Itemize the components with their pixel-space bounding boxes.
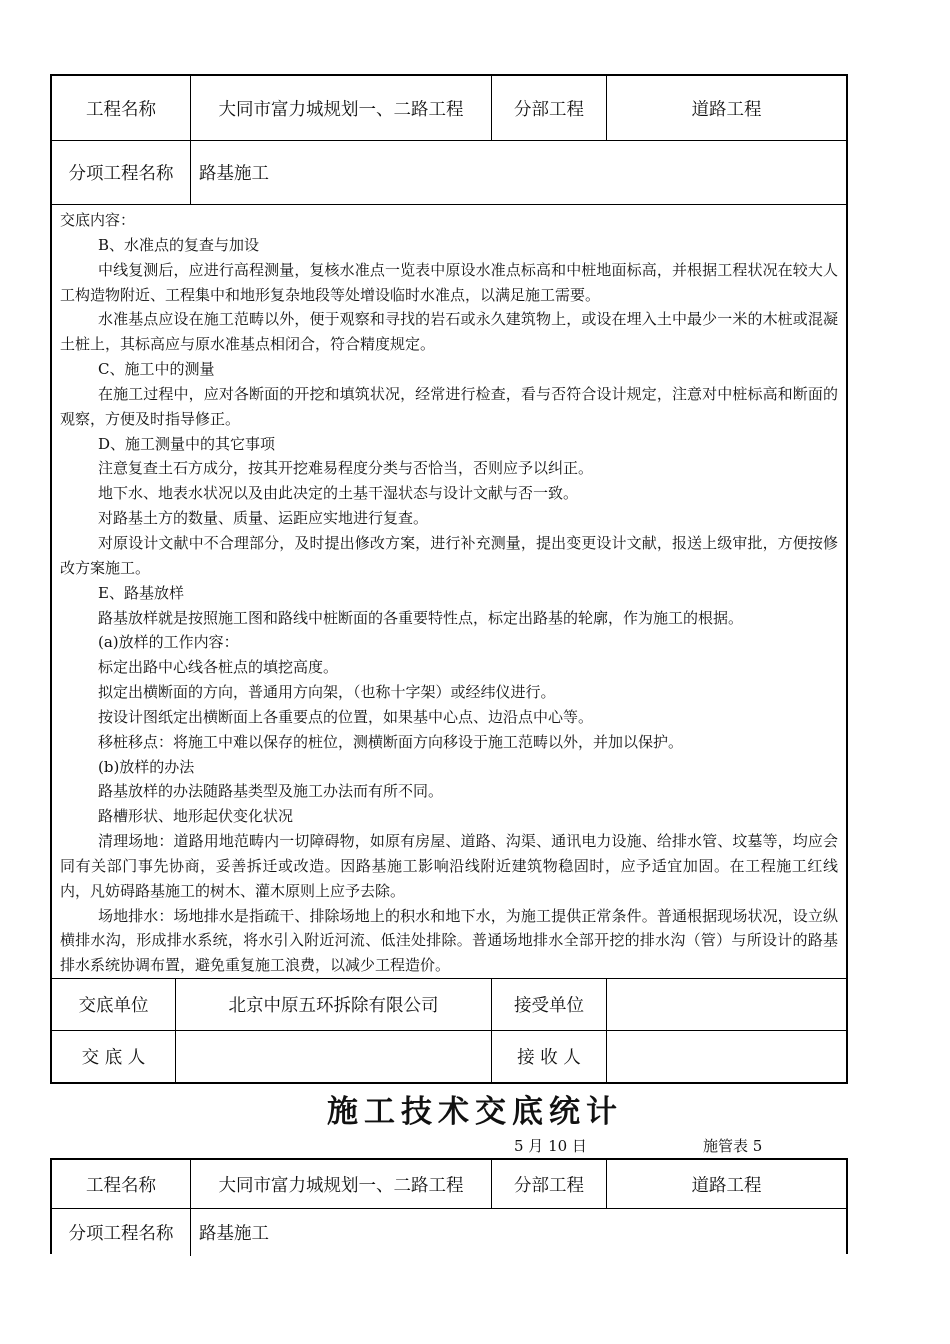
issuer-person-label: 交 底 人 (81, 1047, 146, 1068)
content-paragraph: (b)放样的办法 (98, 757, 195, 776)
form-title: 施工技术交底统计 (327, 1094, 623, 1130)
content-paragraph: 注意复查土石方成分，按其开挖难易程度分类与否恰当，否则应予以纠正。 (98, 459, 594, 478)
content-paragraph: 标定出路中心线各桩点的填挖高度。 (98, 658, 339, 677)
content-paragraph: 中线复测后，应进行高程测量，复核水准点一览表中原设水准点标高和中桩地面标高，并根据工程状况在较大人工构造物附近、工程集中和地形复杂地段等处增设临时水准点，以满足施工需要。 (60, 260, 838, 304)
receiver-unit-label: 接受单位 (514, 995, 584, 1016)
technical-disclosure-table-1 (50, 74, 848, 1084)
project-name-label: 工程名称 (86, 99, 156, 120)
unit-row (52, 978, 846, 1031)
content-area (52, 204, 846, 979)
content-paragraph: 移桩移点：将施工中难以保存的桩位，测横断面方向移设于施工范畴以外，并加以保护。 (98, 732, 684, 751)
content-paragraph: 路槽形状、地形起伏变化状况 (98, 807, 294, 826)
content-paragraph: B、水准点的复查与加设 (98, 235, 260, 254)
item-row (52, 140, 846, 205)
content-paragraph: 场地排水：场地排水是指疏干、排除场地上的积水和地下水，为施工提供正常条件。普通根据现场状况，设立纵横排水沟，形成排水系统，将水引入附近河流、低洼处排除。普通场地排水全部开挖的排水沟（管）与所设计的路基排水系统协调布置，避免重复施工浪费，以减少工程造价。 (60, 906, 838, 975)
disclosure-content (60, 208, 838, 978)
content-paragraph: E、路基放样 (98, 583, 184, 602)
content-paragraph: 地下水、地表水状况以及由此决定的土基干湿状态与设计文献与否一致。 (98, 484, 579, 503)
content-paragraph: 按设计图纸定出横断面上各重要点的位置，如果基中心点、边沿点中心等。 (98, 707, 594, 726)
issuer-person-field[interactable] (176, 1030, 491, 1082)
sub-project-value: 道路工程 (691, 1175, 762, 1196)
content-paragraph: 对原设计文献中不合理部分，及时提出修改方案，进行补充测量，提出变更设计文献，报送上级审批，方便按修改方案施工。 (60, 533, 838, 577)
sub-project-label: 分部工程 (514, 99, 584, 120)
person-row (52, 1030, 846, 1082)
content-paragraph: (a)放样的工作内容： (98, 633, 239, 652)
content-paragraph: 对路基土方的数量、质量、运距应实地进行复查。 (98, 509, 429, 528)
item-name-value: 路基施工 (199, 1223, 269, 1244)
issuer-unit-label: 交底单位 (78, 995, 149, 1016)
content-paragraph: 路基放样就是按照施工图和路线中桩断面的各重要特性点，标定出路基的轮廓，作为施工的根据。 (98, 608, 744, 627)
content-paragraph: 路基放样的办法随路基类型及施工办法而有所不同。 (98, 782, 444, 801)
project-name-value: 大同市富力城规划一、二路工程 (218, 1175, 464, 1196)
receiver-person-field[interactable] (607, 1030, 846, 1082)
item-name-label: 分项工程名称 (68, 163, 174, 184)
content-paragraph: D、施工测量中的其它事项 (98, 434, 276, 453)
form-date: 5 月 10 日 (514, 1137, 587, 1155)
content-paragraph: 水准基点应设在施工范畴以外，便于观察和寻找的岩石或永久建筑物上，或设在埋入土中最少一米的木桩或混凝土桩上，其标高应与原水准基点相闭合，符合精度规定。 (60, 310, 838, 354)
content-paragraph: C、施工中的测量 (98, 360, 215, 379)
receiver-person-label: 接 收 人 (517, 1047, 581, 1068)
project-name-label: 工程名称 (86, 1175, 156, 1196)
item-name-value: 路基施工 (199, 163, 269, 184)
content-heading: 交底内容： (60, 211, 136, 229)
project-row (52, 76, 846, 141)
form-code: 施管表 5 (703, 1137, 763, 1155)
project-name-value: 大同市富力城规划一、二路工程 (218, 99, 464, 120)
content-paragraph: 清理场地：道路用地范畴内一切障碍物，如原有房屋、道路、沟渠、通讯电力设施、给排水管、坟墓等，均应会同有关部门事先协商，妥善拆迁或改造。因路基施工影响沿线附近建筑物稳固时，应予适宜加固。在工程施工红线内，凡妨碍路基施工的树木、灌木原则上应予去除。 (60, 832, 838, 900)
content-paragraph: 在施工过程中，应对各断面的开挖和填筑状况，经常进行检查，看与否符合设计规定，注意对中桩标高和断面的观察，方便及时指导修正。 (60, 384, 838, 428)
sub-project-label: 分部工程 (514, 1175, 584, 1196)
item-name-label: 分项工程名称 (68, 1223, 174, 1244)
project-row (52, 1160, 846, 1209)
content-paragraph: 拟定出横断面的方向，普通用方向架，（也称十字架）或经纬仪进行。 (98, 683, 556, 702)
technical-disclosure-table-2 (50, 1158, 848, 1254)
item-row (52, 1208, 846, 1256)
receiver-unit-field[interactable] (607, 978, 846, 1030)
issuer-unit-value: 北京中原五环拆除有限公司 (228, 995, 439, 1016)
sub-project-value: 道路工程 (691, 99, 762, 120)
